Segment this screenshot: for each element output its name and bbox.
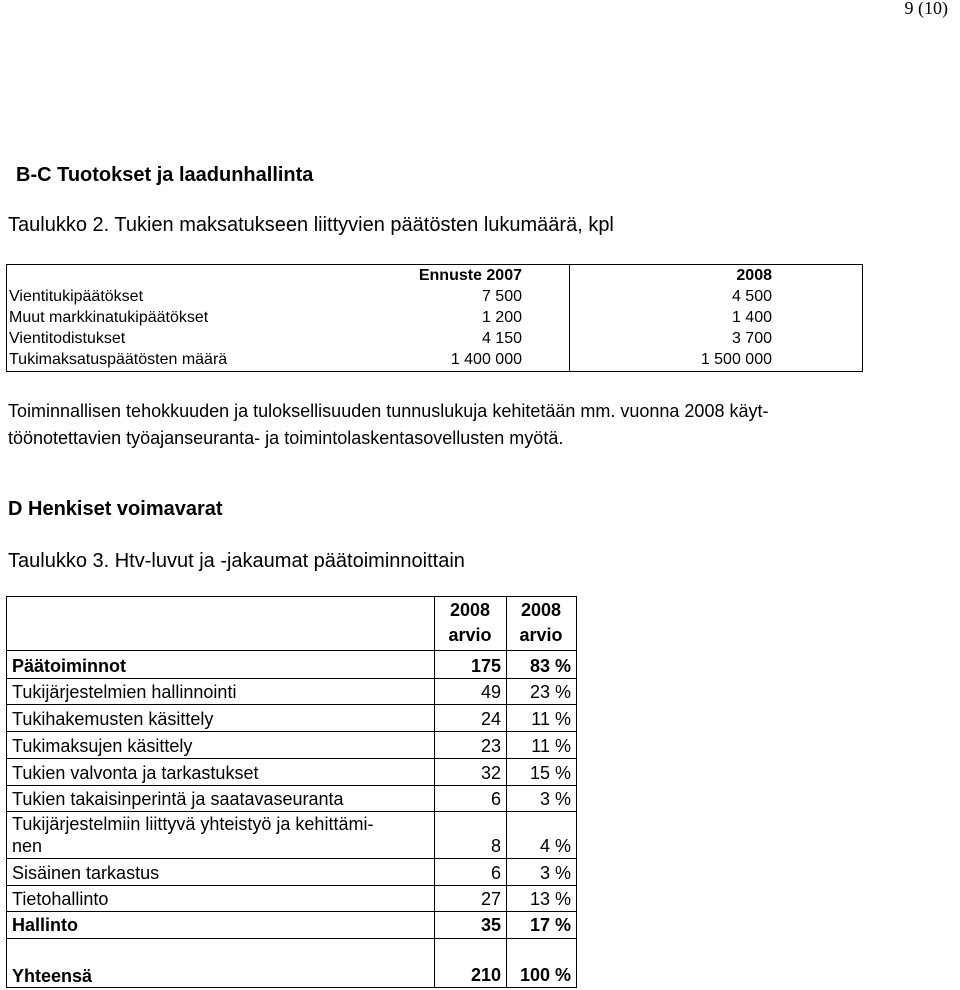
row-label: Sisäinen tarkastus [12,863,160,883]
value-2008: 4 500 [731,288,772,305]
value-2007: 1 400 000 [450,351,522,368]
page-number: 9 (10) [904,0,948,18]
row-count: 35 [480,915,501,935]
value-2007: 1 200 [481,309,522,326]
row-count: 175 [470,656,501,676]
row-count: 8 [490,836,501,856]
row-label: Vientitodistukset [9,330,126,347]
row-count: 210 [470,965,501,985]
row-percent: 11 % [531,736,571,756]
table-row [7,286,862,307]
value-2008: 3 700 [731,330,772,347]
section-heading-bc: B-C Tuotokset ja laadunhallinta [16,164,314,186]
table-row [7,328,862,349]
row-percent: 83 % [529,656,571,676]
row-label: Muut markkinatukipäätökset [9,309,209,326]
row-count: 49 [480,682,501,702]
row-label: Vientitukipäätökset [9,288,144,305]
table3-header-count: 2008 arvio [448,600,492,645]
value-2008: 1 500 000 [700,351,772,368]
row-count: 27 [480,889,501,909]
row-percent: 13 % [529,889,571,909]
table2-header-2008: 2008 [736,267,772,284]
table2-header-2007: Ennuste 2007 [418,267,522,284]
table2-header-row [7,265,862,286]
row-percent: 23 % [529,682,571,702]
row-count: 24 [480,709,501,729]
table3-header-share: 2008 arvio [519,600,563,645]
table3 [6,596,577,988]
paragraph-line-1: Toiminnallisen tehokkuuden ja tuloksellisuuden tunnuslukuja kehitetään mm. vuonna 2008 käyt- [8,401,769,421]
row-count: 32 [480,763,501,783]
value-2007: 4 150 [481,330,522,347]
row-label: Tukijärjestelmiin liittyvä yhteistyö ja kehittämi- nen [12,814,374,856]
row-count: 23 [480,736,501,756]
row-label: Yhteensä [12,966,93,986]
row-label: Hallinto [12,915,78,935]
row-label: Tukien valvonta ja tarkastukset [12,763,259,783]
row-percent: 15 % [529,763,571,783]
row-percent: 11 % [531,709,571,729]
row-percent: 3 % [539,789,571,809]
row-label: Tukien takaisinperintä ja saatavaseuranta [12,789,344,809]
row-label: Tukimaksatuspäätösten määrä [9,351,228,368]
row-label: Tukihakemusten käsittely [12,709,214,729]
row-count: 6 [490,789,501,809]
paragraph [8,398,768,452]
row-label: Tietohallinto [12,889,109,909]
row-percent: 17 % [529,915,571,935]
section-heading-d: D Henkiset voimavarat [8,498,223,520]
table-row [7,349,862,370]
table2-caption: Taulukko 2. Tukien maksatukseen liittyvien päätösten lukumäärä, kpl [8,214,614,236]
row-label: Tukijärjestelmien hallinnointi [12,682,237,702]
value-2007: 7 500 [481,288,522,305]
row-percent: 4 % [539,836,571,856]
table2 [6,264,863,372]
row-percent: 100 % [519,965,571,985]
row-label: Päätoiminnot [12,656,127,676]
table3-caption: Taulukko 3. Htv-luvut ja -jakaumat päätoiminnoittain [8,550,465,572]
table-row [7,307,862,328]
paragraph-line-2: töönotettavien työajanseuranta- ja toimintolaskentasovellusten myötä. [8,428,564,448]
row-percent: 3 % [539,863,571,883]
value-2008: 1 400 [731,309,772,326]
row-count: 6 [490,863,501,883]
row-label: Tukimaksujen käsittely [12,736,193,756]
